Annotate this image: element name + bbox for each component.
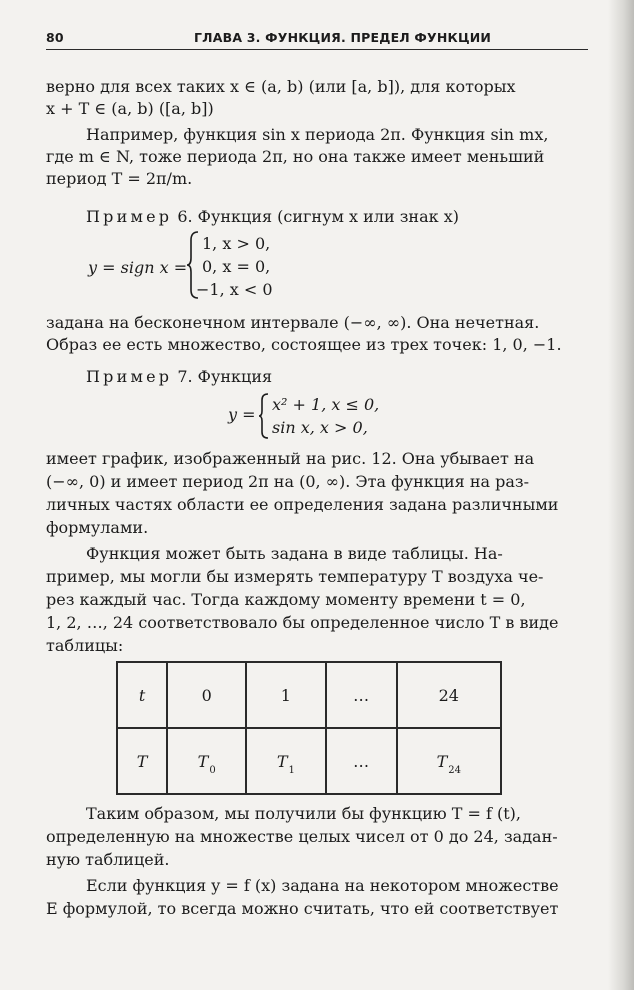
text-line: 1, 2, …, 24 соответствовало бы определенное число T в виде (46, 613, 559, 632)
cell-value: T (276, 751, 288, 771)
page-edge-shadow (608, 0, 634, 990)
cell-value: … (353, 751, 370, 771)
sign-formula-lhs: y = sign x = (88, 258, 188, 277)
text-line: Образ ее есть множество, состоящее из трех точек: 1, 0, −1. (46, 335, 562, 354)
table-cell (326, 728, 397, 794)
table-cell: t (117, 662, 167, 728)
cell-value: T (197, 751, 209, 771)
table-cell: 0 (167, 662, 246, 728)
sign-case-negative: −1, x < 0 (196, 280, 273, 299)
example-7-title: 7. Функция (177, 367, 273, 386)
piecewise-case-2: sin x, x > 0, (272, 418, 368, 437)
sign-case-zero: 0, x = 0, (202, 257, 271, 276)
table-cell: … (326, 662, 397, 728)
table-row (117, 728, 501, 794)
cell-subscript: 0 (209, 764, 216, 776)
piecewise-case-1: x² + 1, x ≤ 0, (272, 395, 380, 414)
text-line: определенную на множестве целых чисел от 0 до 24, задан- (46, 827, 558, 846)
temperature-table (116, 661, 502, 795)
text-line: x + T ∈ (a, b) ([a, b]) (46, 99, 214, 118)
text-line: Если функция y = f (x) задана на некотором множестве (86, 876, 559, 895)
example-6-heading (86, 207, 582, 227)
example-label: Пример (86, 367, 173, 386)
left-brace (258, 392, 270, 440)
text-line: задана на бесконечном интервале (−∞, ∞). Она нечетная. (46, 313, 540, 332)
text-line: (−∞, 0) и имеет период 2π на (0, ∞). Эта функция на раз- (46, 472, 530, 491)
chapter-title: ГЛАВА 3. ФУНКЦИЯ. ПРЕДЕЛ ФУНКЦИИ (194, 30, 492, 45)
header-rule (46, 49, 588, 50)
piecewise-formula-lhs: y = (228, 405, 256, 424)
running-header (46, 30, 588, 52)
table-cell (246, 728, 325, 794)
table-row (117, 662, 501, 728)
page-number: 80 (46, 30, 64, 45)
cell-value: T (136, 751, 148, 771)
example-7-heading (86, 367, 582, 387)
text-line: верно для всех таких x ∈ (a, b) (или [a, b]), для которых (46, 77, 516, 96)
example-6-title: 6. Функция (сигнум x или знак x) (177, 207, 459, 226)
text-line: Функция может быть задана в виде таблицы. На- (86, 544, 503, 563)
text-line: Например, функция sin x периода 2π. Функция sin mx, (86, 125, 549, 144)
text-line: таблицы: (46, 636, 124, 655)
text-line: ную таблицей. (46, 850, 170, 869)
cell-subscript: 1 (288, 764, 295, 776)
table-cell (397, 728, 501, 794)
text-line: рез каждый час. Тогда каждому моменту времени t = 0, (46, 590, 526, 609)
cell-subscript: 24 (448, 764, 462, 776)
text-line: личных частях области ее определения задана различными (46, 495, 559, 514)
text-line: Таким образом, мы получили бы функцию T = f (t), (86, 804, 522, 823)
cell-value: T (436, 751, 448, 771)
table-cell (117, 728, 167, 794)
text-line: имеет график, изображенный на рис. 12. Она убывает на (46, 449, 535, 468)
example-label: Пример (86, 207, 173, 226)
table-cell: 1 (246, 662, 325, 728)
text-line: формулами. (46, 518, 149, 537)
text-line: период T = 2π/m. (46, 169, 193, 188)
text-line: где m ∈ N, тоже периода 2π, но она также имеет меньший (46, 147, 545, 166)
text-line: E формулой, то всегда можно считать, что ей соответствует (46, 899, 559, 918)
table-cell: 24 (397, 662, 501, 728)
sign-case-positive: 1, x > 0, (202, 234, 271, 253)
table-cell (167, 728, 246, 794)
text-line: пример, мы могли бы измерять температуру T воздуха че- (46, 567, 544, 586)
